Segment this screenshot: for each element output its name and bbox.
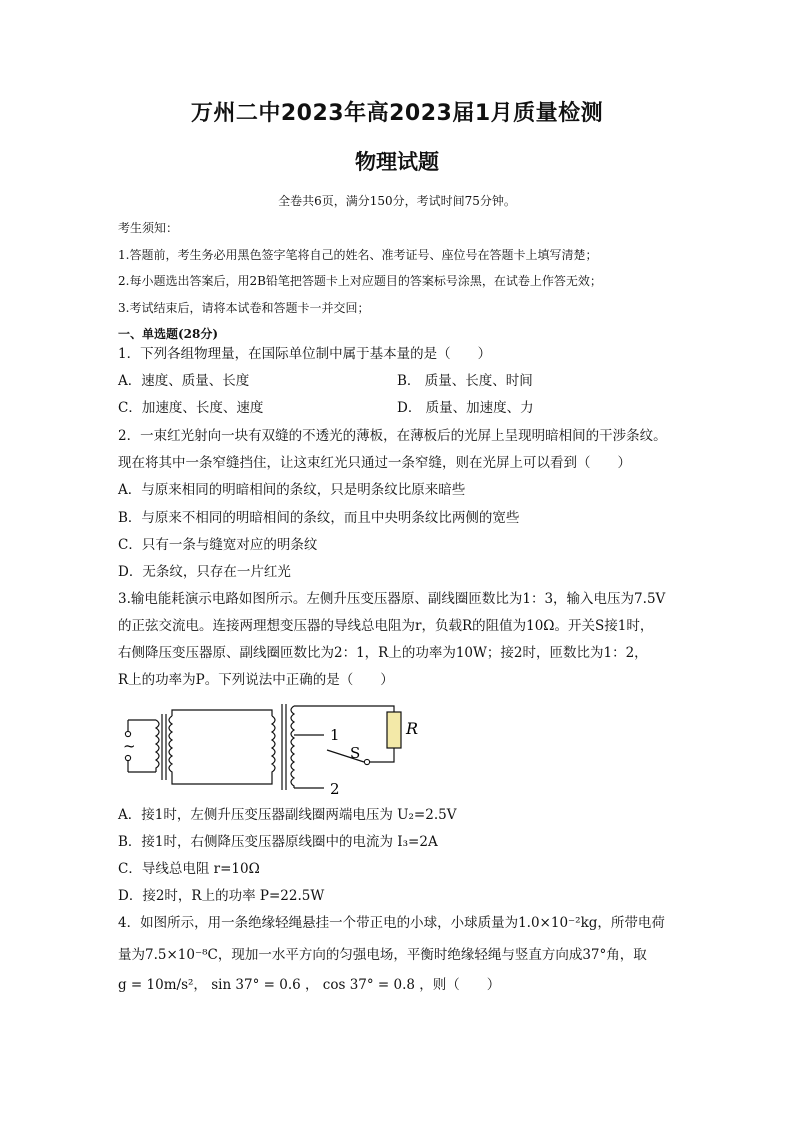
switch-label: S xyxy=(350,744,361,762)
q3-option-d: D．接2时，R上的功率 P=22.5W xyxy=(118,888,325,904)
step-down-secondary-coil xyxy=(291,706,294,788)
q2-stem-line2: 现在将其中一条窄缝挡住，让这束红光只通过一条窄缝，则在光屏上可以看到（ ） xyxy=(118,455,631,471)
transformer-circuit-diagram xyxy=(118,698,428,798)
q4-stem-line1: 4．如图所示，用一条绝缘轻绳悬挂一个带正电的小球，小球质量为1.0×10⁻²kg，所带电荷 xyxy=(118,915,665,931)
q3-stem-line2: 的正弦交流电。连接两理想变压器的导线总电阻为r，负载R的阻值为10Ω。开关S接1时， xyxy=(118,618,654,634)
q2-option-b: B．与原来不相同的明暗相间的条纹，而且中央明条纹比两侧的宽些 xyxy=(118,510,520,526)
q3-option-b: B．接1时，右侧降压变压器原线圈中的电流为 I₃=2A xyxy=(118,834,438,850)
q4-stem-line2: 量为7.5×10⁻⁸C，现加一水平方向的匀强电场，平衡时绝缘轻绳与竖直方向成37°角，取 xyxy=(118,947,647,963)
source-terminal xyxy=(125,731,130,736)
step-up-secondary-coil xyxy=(169,716,172,778)
load-top-wire xyxy=(294,706,394,712)
q3-option-c: C．导线总电阻 r=10Ω xyxy=(118,861,260,877)
load-return-wire xyxy=(370,748,394,762)
q2-option-a: A．与原来相同的明暗相间的条纹，只是明条纹比原来暗些 xyxy=(118,482,466,498)
q3-stem-line3: 右侧降压变压器原、副线圈匝数比为2：1，R上的功率为10W；接2时，匝数比为1：2， xyxy=(118,645,648,661)
tap-2-label: 2 xyxy=(330,780,340,798)
exam-title: 万州二中2023年高2023届1月质量检测 xyxy=(190,101,604,126)
tap-1-label: 1 xyxy=(330,726,340,744)
step-up-primary-coil xyxy=(156,720,159,772)
q2-stem-line1: 2．一束红光射向一块有双缝的不透光的薄板，在薄板后的光屏上呈现明暗相间的干涉条纹。 xyxy=(118,428,667,444)
q1-option-b: B． 质量、长度、时间 xyxy=(397,373,533,389)
notice-item: 1.答题前，考生务必用黑色签字笔将自己的姓名、准考证号、座位号在答题卡上填写清楚； xyxy=(118,248,598,262)
notice-item: 2.每小题选出答案后，用2B铅笔把答题卡上对应题目的答案标号涂黑，在试卷上作答无效； xyxy=(118,274,602,288)
q3-stem-line4: R上的功率为P。下列说法中正确的是（ ） xyxy=(118,672,394,688)
resistor-label: R xyxy=(406,719,419,738)
switch-contact xyxy=(364,759,369,764)
transmission-line-top xyxy=(172,710,272,716)
notice-heading: 考生须知： xyxy=(118,221,179,235)
subject-title: 物理试题 xyxy=(355,150,439,174)
resistor-r xyxy=(387,712,401,748)
notice-item: 3.考试结束后，请将本试卷和答题卡一并交回； xyxy=(118,301,370,315)
q1-option-d: D． 质量、加速度、力 xyxy=(397,400,534,416)
section-heading: 一、单选题(28分) xyxy=(118,327,219,341)
step-down-primary-coil xyxy=(272,716,275,778)
q1-stem: 1．下列各组物理量，在国际单位制中属于基本量的是（ ） xyxy=(118,346,492,362)
source-terminal xyxy=(125,755,130,760)
q2-option-c: C．只有一条与缝宽对应的明条纹 xyxy=(118,537,318,553)
q4-stem-line3: g = 10m/s²， sin 37° = 0.6 ， cos 37° = 0.8 ，则（ ） xyxy=(118,977,501,993)
q1-option-c: C．加速度、长度、速度 xyxy=(118,400,264,416)
q3-stem-line1: 3.输电能耗演示电路如图所示。左侧升压变压器原、副线圈匝数比为1：3，输入电压为7.5V xyxy=(118,591,666,607)
exam-info: 全卷共6页，满分150分，考试时间75分钟。 xyxy=(278,194,516,208)
q2-option-d: D．无条纹，只存在一片红光 xyxy=(118,564,291,580)
ac-source-symbol: ~ xyxy=(123,737,136,755)
q1-option-a: A．速度、质量、长度 xyxy=(118,373,250,389)
transmission-line-bottom xyxy=(172,778,272,784)
q3-option-a: A．接1时，左侧升压变压器副线圈两端电压为 U₂=2.5V xyxy=(118,807,457,823)
